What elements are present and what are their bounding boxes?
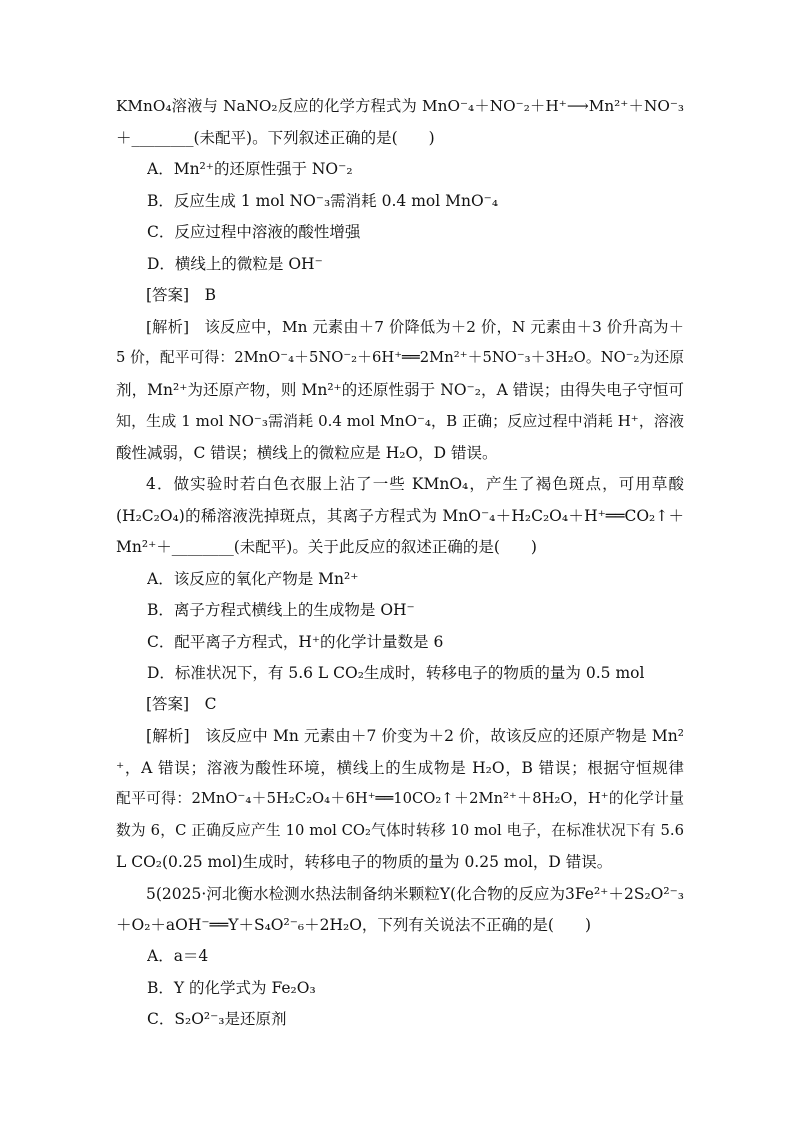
q3-analysis-line-3: 剂，Mn²⁺为还原产物，则 Mn²⁺的还原性弱于 NO⁻₂，A 错误；由得失电子守恒可 (116, 381, 684, 399)
q4-analysis-line-5: L CO₂(0.25 mol)生成时，转移电子的物质的量为 0.25 mol，D 错误。 (116, 853, 613, 871)
q3-stem-line-1: KMnO₄溶液与 NaNO₂反应的化学方程式为 MnO⁻₄＋NO⁻₂＋H⁺⟶Mn²⁺＋NO⁻₃ (116, 97, 684, 115)
q4-analysis-line-2: ⁺，A 错误；溶液为酸性环境，横线上的生成物是 H₂O，B 错误；根据守恒规律 (116, 759, 684, 777)
q3-analysis-line-2: 5 价，配平可得：2MnO⁻₄＋5NO⁻₂＋6H⁺══2Mn²⁺＋5NO⁻₃＋3H₂O。NO⁻₂为还原 (116, 349, 684, 366)
q4-stem-line-1: 4．做实验时若白色衣服上沾了一些 KMnO₄，产生了褐色斑点，可用草酸 (146, 475, 684, 493)
q3-answer: [答案] B (146, 286, 216, 304)
q3-stem-line-2: ＋________(未配平)。下列叙述正确的是( ) (116, 129, 435, 147)
q3-analysis-line-1: [解析] 该反应中，Mn 元素由＋7 价降低为＋2 价，N 元素由＋3 价升高为＋ (146, 318, 684, 336)
q3-option-b: B．反应生成 1 mol NO⁻₃需消耗 0.4 mol MnO⁻₄ (147, 192, 499, 210)
q4-option-d: D．标准状况下，有 5.6 L CO₂生成时，转移电子的物质的量为 0.5 mol (147, 664, 645, 682)
q3-option-a: A．Mn²⁺的还原性强于 NO⁻₂ (147, 160, 353, 178)
q5-stem-line-1: 5(2025·河北衡水检测水热法制备纳米颗粒Y(化合物的反应为3Fe²⁺＋2S₂O²⁻₃ (146, 885, 684, 903)
q3-option-c: C．反应过程中溶液的酸性增强 (147, 223, 361, 241)
q3-option-d: D．横线上的微粒是 OH⁻ (147, 255, 323, 273)
q5-option-b: B．Y 的化学式为 Fe₂O₃ (147, 979, 316, 997)
q4-analysis-line-1: [解析] 该反应中 Mn 元素由＋7 价变为＋2 价，故该反应的还原产物是 Mn² (146, 727, 684, 745)
q4-option-b: B．离子方程式横线上的生成物是 OH⁻ (147, 601, 415, 619)
q4-stem-line-3: Mn²⁺＋________(未配平)。关于此反应的叙述正确的是( ) (116, 538, 537, 556)
q4-option-a: A．该反应的氧化产物是 Mn²⁺ (147, 570, 359, 588)
q4-stem-line-2: (H₂C₂O₄)的稀溶液洗掉斑点，其离子方程式为 MnO⁻₄＋H₂C₂O₄＋H⁺══CO₂↑＋ (116, 507, 684, 525)
q3-analysis-line-4: 知，生成 1 mol NO⁻₃需消耗 0.4 mol MnO⁻₄，B 正确；反应过程中消耗 H⁺，溶液 (116, 412, 684, 430)
q4-analysis-line-4: 数为 6，C 正确反应产生 10 mol CO₂气体时转移 10 mol 电子，在标准状况下有 5.6 (116, 822, 684, 839)
q5-option-c: C．S₂O²⁻₃是还原剂 (147, 1010, 287, 1028)
q5-stem-line-2: ＋O₂＋aOH⁻══Y＋S₄O²⁻₆＋2H₂O，下列有关说法不正确的是( ) (116, 916, 592, 934)
q4-option-c: C．配平离子方程式，H⁺的化学计量数是 6 (147, 633, 444, 651)
q3-analysis-line-5: 酸性减弱，C 错误；横线上的微粒应是 H₂O，D 错误。 (116, 444, 498, 462)
q4-analysis-line-3: 配平可得：2MnO⁻₄＋5H₂C₂O₄＋6H⁺══10CO₂↑＋2Mn²⁺＋8H₂O，H⁺的化学计量 (116, 790, 684, 807)
q5-option-a: A．a＝4 (147, 947, 209, 965)
q4-answer: [答案] C (146, 695, 217, 713)
